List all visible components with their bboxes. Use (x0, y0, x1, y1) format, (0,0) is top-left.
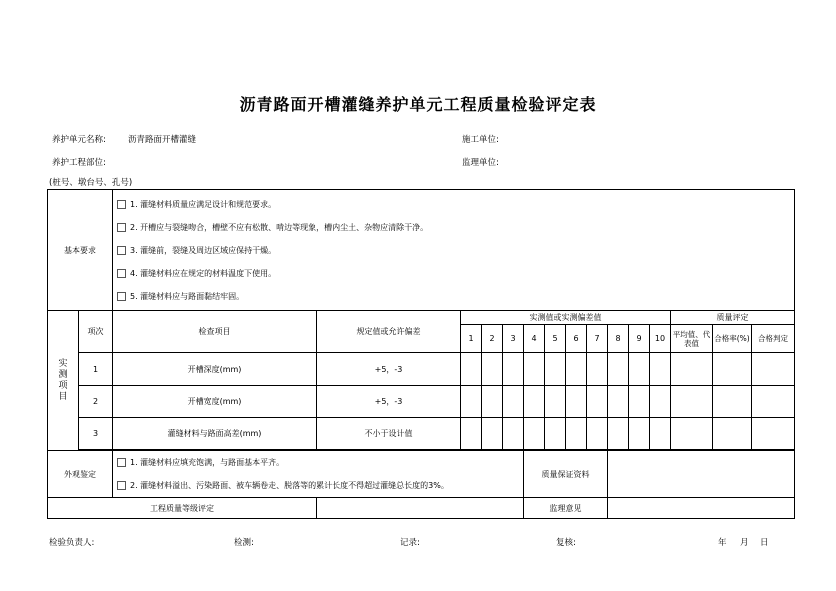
value-cell[interactable] (503, 353, 524, 386)
table-row (48, 386, 795, 418)
value-cell[interactable] (545, 386, 566, 418)
month-label: 月 (740, 538, 749, 548)
reviewer-label: 复核: (556, 538, 576, 548)
checkbox[interactable] (117, 458, 126, 467)
rate-cell[interactable] (713, 386, 752, 418)
checkbox[interactable] (117, 246, 126, 255)
value-cell[interactable] (461, 386, 482, 418)
col-quality-header: 质量评定 (671, 311, 795, 325)
construction-unit-label: 施工单位: (462, 135, 499, 145)
quality-docs-label: 质量保证资料 (524, 451, 608, 498)
value-cell[interactable] (629, 386, 650, 418)
basic-requirements-label: 基本要求 (48, 190, 113, 311)
value-col-header: 4 (524, 325, 545, 353)
dept-label: 养护工程部位: (52, 158, 106, 168)
row-spec: 不小于设计值 (317, 418, 461, 450)
appearance-row (48, 451, 795, 498)
grade-row (48, 498, 795, 519)
value-cell[interactable] (587, 353, 608, 386)
value-cell[interactable] (461, 353, 482, 386)
inspection-table (47, 189, 795, 519)
row-index: 1 (79, 353, 113, 386)
unit-name-value: 沥青路面开槽灌缝 (128, 135, 197, 145)
avg-cell[interactable] (671, 353, 713, 386)
value-cell[interactable] (503, 418, 524, 450)
value-cell[interactable] (650, 386, 671, 418)
col-index-header: 项次 (79, 311, 113, 353)
page-title: 沥青路面开槽灌缝养护单元工程质量检验评定表 (239, 95, 597, 114)
value-cell[interactable] (482, 386, 503, 418)
requirement-item: 1. 灌缝材料质量应满足设计和规范要求。 (117, 193, 794, 216)
value-cell[interactable] (608, 353, 629, 386)
value-col-header: 1 (461, 325, 482, 353)
value-cell[interactable] (629, 353, 650, 386)
value-col-header: 7 (587, 325, 608, 353)
col-values-header: 实测值或实测偏差值 (461, 311, 671, 325)
row-item: 灌缝材料与路面高差(mm) (113, 418, 317, 450)
value-cell[interactable] (524, 353, 545, 386)
row-index: 3 (79, 418, 113, 450)
value-cell[interactable] (545, 418, 566, 450)
judge-cell[interactable] (752, 386, 795, 418)
basic-requirements-list (113, 190, 795, 311)
checkbox[interactable] (117, 269, 126, 278)
value-cell[interactable] (587, 386, 608, 418)
checkbox[interactable] (117, 292, 126, 301)
value-cell[interactable] (461, 418, 482, 450)
quality-docs-cell[interactable] (608, 451, 795, 498)
requirement-item: 3. 灌缝前，裂缝及周边区域应保持干燥。 (117, 239, 794, 262)
supervision-opinion-cell[interactable] (608, 498, 795, 519)
appearance-list (113, 451, 524, 498)
value-col-header: 3 (503, 325, 524, 353)
recorder-label: 记录: (400, 538, 420, 548)
supervision-unit-label: 监理单位: (462, 158, 499, 168)
col-spec-header: 规定值或允许偏差 (317, 311, 461, 353)
value-cell[interactable] (503, 386, 524, 418)
grade-label: 工程质量等级评定 (48, 498, 317, 519)
row-item: 开槽深度(mm) (113, 353, 317, 386)
measured-header-row (48, 311, 795, 325)
measured-side-label: 实测项目 (48, 311, 79, 451)
basic-requirements-row (48, 190, 795, 311)
appearance-item: 1. 灌缝材料应填充饱满，与路面基本平齐。 (117, 451, 523, 474)
appearance-item: 2. 灌缝材料溢出、污染路面、被车辆卷走、脱落等的累计长度不得超过灌缝总长度的3%。 (117, 474, 523, 497)
col-judge-header: 合格判定 (752, 325, 795, 353)
value-cell[interactable] (524, 418, 545, 450)
table-row (48, 418, 795, 450)
year-label: 年 (718, 538, 727, 548)
value-cell[interactable] (482, 353, 503, 386)
row-item: 开槽宽度(mm) (113, 386, 317, 418)
col-rate-header: 合格率(%) (713, 325, 752, 353)
value-col-header: 2 (482, 325, 503, 353)
inspector-label: 检验负责人: (49, 538, 95, 548)
col-item-header: 检查项目 (113, 311, 317, 353)
judge-cell[interactable] (752, 353, 795, 386)
avg-cell[interactable] (671, 386, 713, 418)
checkbox[interactable] (117, 223, 126, 232)
value-col-header: 10 (650, 325, 671, 353)
value-cell[interactable] (524, 386, 545, 418)
value-cell[interactable] (545, 353, 566, 386)
location-note: (桩号、墩台号、孔号) (49, 178, 133, 188)
value-col-header: 8 (608, 325, 629, 353)
value-col-header: 5 (545, 325, 566, 353)
requirement-item: 4. 灌缝材料应在规定的材料温度下使用。 (117, 262, 794, 285)
value-col-header: 6 (566, 325, 587, 353)
requirement-item: 5. 灌缝材料应与路面黏结牢固。 (117, 285, 794, 308)
appearance-label: 外观鉴定 (48, 451, 113, 498)
value-cell[interactable] (608, 386, 629, 418)
value-cell[interactable] (566, 418, 587, 450)
value-cell[interactable] (482, 418, 503, 450)
checkbox[interactable] (117, 481, 126, 490)
rate-cell[interactable] (713, 418, 752, 450)
value-cell[interactable] (566, 386, 587, 418)
judge-cell[interactable] (752, 418, 795, 450)
value-cell[interactable] (566, 353, 587, 386)
col-avg-header: 平均值、代表值 (671, 325, 713, 353)
value-cell[interactable] (650, 353, 671, 386)
checkbox[interactable] (117, 200, 126, 209)
value-cell[interactable] (650, 418, 671, 450)
rate-cell[interactable] (713, 353, 752, 386)
supervision-opinion-label: 监理意见 (524, 498, 608, 519)
row-spec: +5，-3 (317, 386, 461, 418)
grade-cell[interactable] (317, 498, 524, 519)
value-cell[interactable] (629, 418, 650, 450)
row-index: 2 (79, 386, 113, 418)
avg-cell[interactable] (671, 418, 713, 450)
value-col-header: 9 (629, 325, 650, 353)
row-spec: +5，-3 (317, 353, 461, 386)
table-row (48, 353, 795, 386)
requirement-item: 2. 开槽应与裂缝吻合，槽壁不应有松散、啃边等现象，槽内尘土、杂物应清除干净。 (117, 216, 794, 239)
tester-label: 检测: (234, 538, 254, 548)
unit-name-label: 养护单元名称: (52, 135, 106, 145)
value-cell[interactable] (608, 418, 629, 450)
day-label: 日 (760, 538, 769, 548)
value-cell[interactable] (587, 418, 608, 450)
